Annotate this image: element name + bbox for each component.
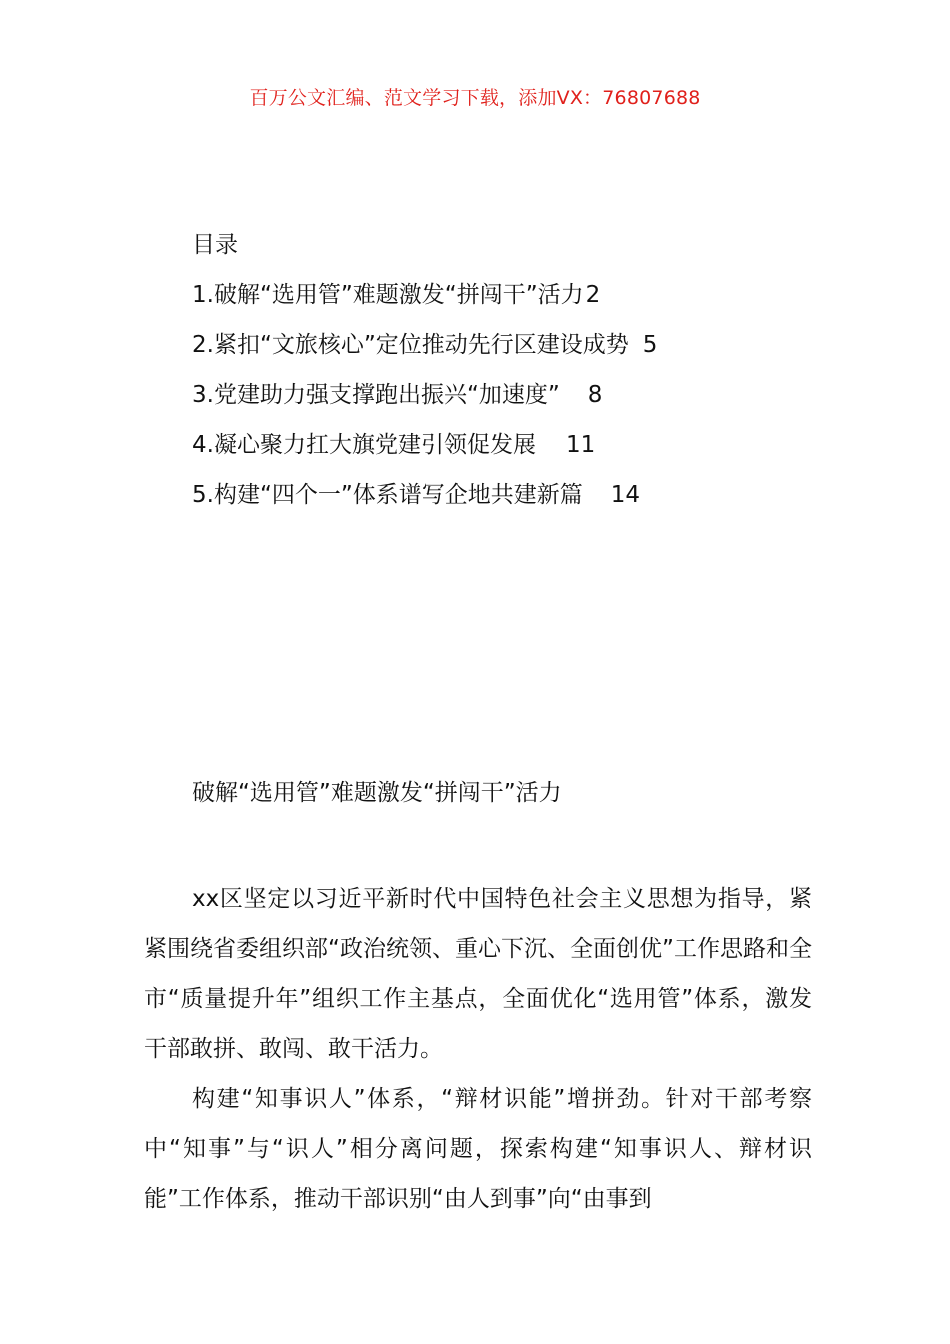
toc-item[interactable] xyxy=(192,426,872,464)
toc-title: 目录 xyxy=(192,232,238,258)
toc-item-page: 2 xyxy=(585,282,601,308)
toc-item-page: 14 xyxy=(610,482,641,508)
toc-list xyxy=(192,276,872,514)
toc-item[interactable] xyxy=(192,326,872,364)
toc-item-label: 4.凝心聚力扛大旗党建引领促发展 xyxy=(192,432,536,458)
article-title: 破解“选用管”难题激发“拼闯干”活力 xyxy=(192,780,562,806)
toc-item-page: 8 xyxy=(587,382,603,408)
table-of-contents xyxy=(192,226,872,526)
toc-item-label: 3.党建助力强支撑跑出振兴“加速度” xyxy=(192,382,560,408)
toc-item-page: 11 xyxy=(565,432,596,458)
article-body xyxy=(144,874,812,1224)
header-ad-text: 百万公文汇编、范文学习下载，添加VX：76807688 xyxy=(249,87,701,109)
toc-item[interactable] xyxy=(192,476,872,514)
body-paragraph: xx区坚定以习近平新时代中国特色社会主义思想为指导，紧紧围绕省委组织部“政治统领、重心下沉、全面创优”工作思路和全市“质量提升年”组织工作主基点，全面优化“选用管”体系，激发干部敢拼、敢闯、敢干活力。 xyxy=(144,886,812,1062)
body-paragraph: 构建“知事识人”体系，“辩材识能”增拼劲。针对干部考察中“知事”与“识人”相分离问题，探索构建“知事识人、辩材识能”工作体系，推动干部识别“由人到事”向“由事到 xyxy=(144,1086,812,1212)
toc-item[interactable] xyxy=(192,376,872,414)
toc-item-page: 5 xyxy=(642,332,658,358)
toc-item-label: 1.破解“选用管”难题激发“拼闯干”活力 xyxy=(192,282,584,308)
toc-item[interactable] xyxy=(192,276,872,314)
toc-item-label: 5.构建“四个一”体系谱写企地共建新篇 xyxy=(192,482,583,508)
toc-item-label: 2.紧扣“文旅核心”定位推动先行区建设成势 xyxy=(192,332,629,358)
